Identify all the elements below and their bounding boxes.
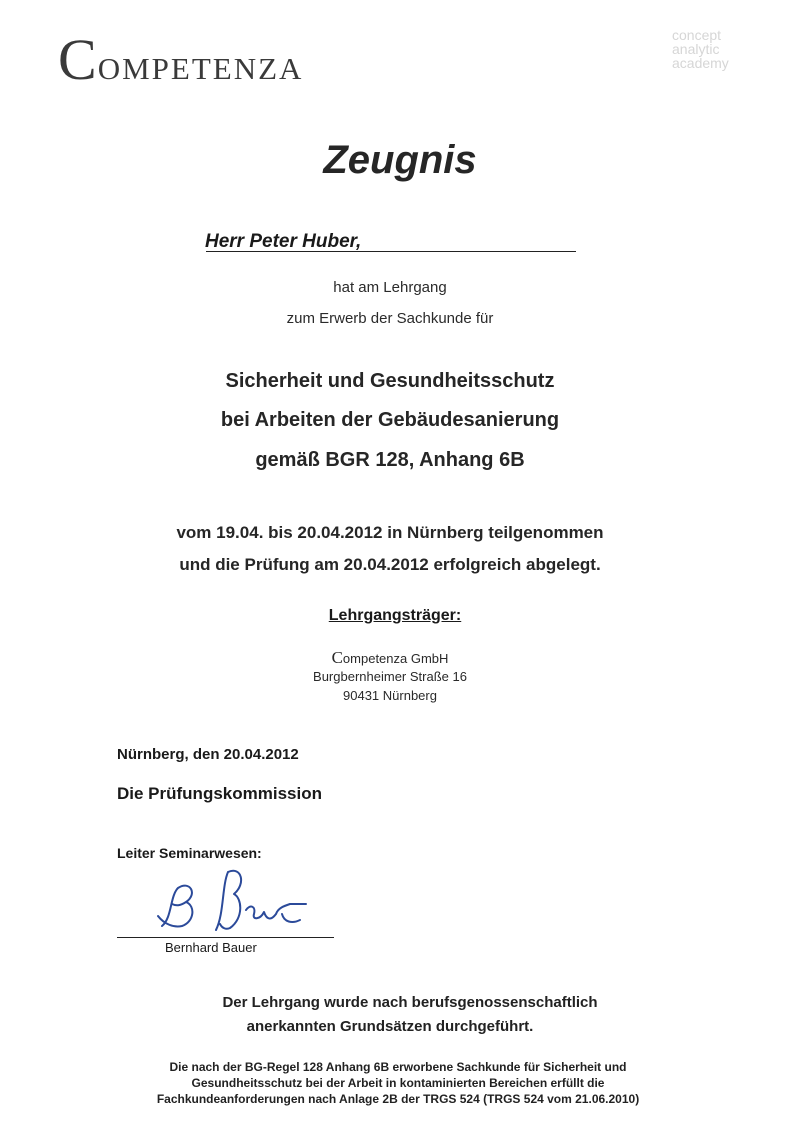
- course-subject-line: Sicherheit und Gesundheitsschutz: [225, 370, 555, 392]
- logo-text: OMPETENZA: [97, 51, 304, 86]
- signature: [150, 866, 320, 938]
- organization-name: [0, 648, 780, 668]
- signatory-name: Bernhard Bauer: [165, 940, 257, 955]
- carrier-heading: Lehrgangsträger:: [328, 607, 462, 624]
- course-subject-line: bei Arbeiten der Gebäudesanierung: [220, 409, 560, 431]
- company-logo: [58, 26, 303, 93]
- intro-line: zum Erwerb der Sachkunde für: [286, 310, 494, 327]
- recipient-name: Herr Peter Huber,: [205, 231, 362, 252]
- legal-note-line: Gesundheitsschutz bei der Arbeit in kontaminierten Bereichen erfüllt die: [191, 1076, 605, 1090]
- certificate-title: Zeugnis: [323, 138, 477, 182]
- recipient-underline: [206, 251, 576, 252]
- legal-note-line: Die nach der BG-Regel 128 Anhang 6B erworbene Sachkunde für Sicherheit und: [169, 1060, 627, 1074]
- exam-result: und die Prüfung am 20.04.2012 erfolgreich abgelegt.: [179, 555, 601, 574]
- tagline-line: academy: [672, 55, 729, 71]
- tagline-line: analytic: [672, 41, 720, 57]
- leiter-label: Leiter Seminarwesen:: [117, 845, 262, 861]
- signature-line: [117, 937, 334, 938]
- logo-tagline: [672, 28, 782, 70]
- logo-initial: C: [58, 27, 98, 92]
- closing-statement: anerkannten Grundsätzen durchgeführt.: [246, 1018, 534, 1035]
- org-name-rest: ompetenza GmbH: [342, 651, 449, 666]
- place-date: Nürnberg, den 20.04.2012: [117, 746, 299, 763]
- intro-line: hat am Lehrgang: [333, 279, 447, 296]
- closing-statement: Der Lehrgang wurde nach berufsgenossenschaftlich: [222, 994, 598, 1011]
- examination-commission: Die Prüfungskommission: [117, 784, 322, 803]
- course-subject-line: gemäß BGR 128, Anhang 6B: [255, 449, 525, 471]
- legal-note-line: Fachkundeanforderungen nach Anlage 2B der TRGS 524 (TRGS 524 vom 21.06.2010): [156, 1092, 640, 1106]
- organization-city: 90431 Nürnberg: [343, 688, 437, 703]
- organization-street: Burgbernheimer Straße 16: [313, 669, 467, 684]
- tagline-line: concept: [672, 27, 722, 43]
- org-initial: C: [331, 648, 343, 667]
- course-period: vom 19.04. bis 20.04.2012 in Nürnberg teilgenommen: [176, 523, 604, 542]
